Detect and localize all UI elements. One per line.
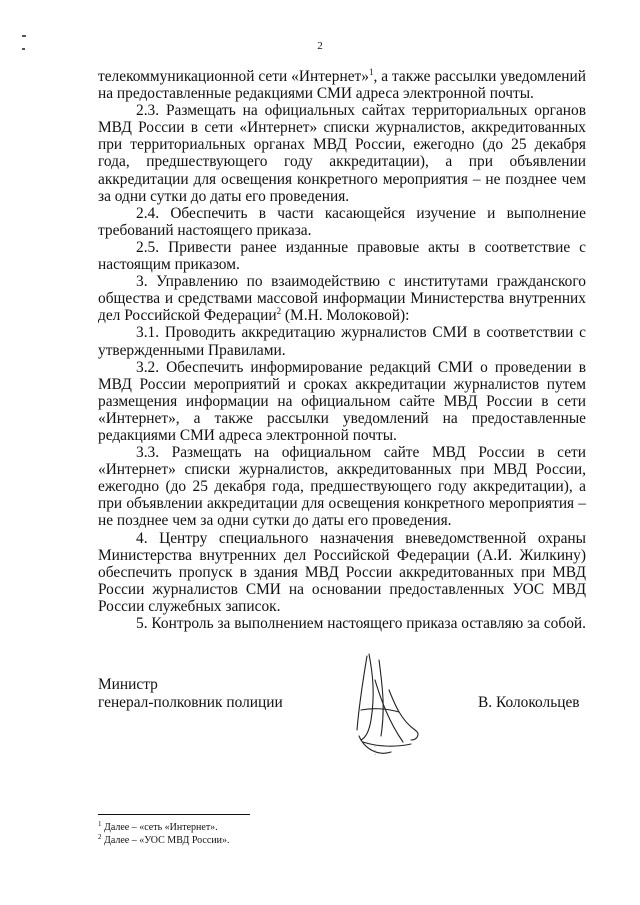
footnote-divider — [98, 814, 250, 815]
page-number: 2 — [317, 40, 323, 52]
scan-mark — [22, 35, 26, 37]
paragraph: 3.2. Обеспечить информирование редакций СМИ о проведении в МВД России мероприятий и сроках аккредитации журналистов путем размещения информации на официальном сайте МВД России в сети «Интернет», а также рассылки уведомлений на предоставленные редакциями СМИ адреса электронной почты. — [98, 358, 586, 444]
footnote-ref: 2 — [276, 306, 282, 317]
footnote: $^1$ Далее – «сеть «Интернет». — [98, 820, 218, 833]
paragraph: 3.3. Размещать на официальном сайте МВД России в сети «Интернет» списки журналистов, аккредитованных при МВД России, ежегодно (до 25 декабря года, предшествующего году аккредитации), а при объявлении аккредитации для освещения конкретного мероприятия – не позднее чем за одни сутки до даты его проведения. — [98, 444, 586, 530]
paragraph: 2.4. Обеспечить в части касающейся изучение и выполнение требований настоящего приказа. — [98, 204, 586, 239]
paragraph: телекоммуникационной сети «Интернет»$^1$, а также рассылки уведомлений на предоставленные редакциями СМИ адреса электронной почты. — [98, 67, 586, 103]
paragraph: 4. Центру специального назначения вневедомственной охраны Министерства внутренних дел Российской Федерации (А.И. Жилкину) обеспечить пропуск в здания МВД России аккредитованных при МВД России журналистов СМИ на основании предоставленных УОС МВД России служебных записок. — [98, 529, 586, 615]
paragraph: 2.5. Привести ранее изданные правовые акты в соответствие с настоящим приказом. — [98, 238, 586, 274]
paragraph: 2.3. Размещать на официальных сайтах территориальных органов МВД России в сети «Интернет» списки журналистов, аккредитованных при территориальных органах МВД России, ежегодно (до 25 декабря года, предшествующего году аккредитации), а при объявлении аккредитации для освещения конкретного мероприятия – не позднее чем за одни сутки до даты его проведения. — [98, 102, 586, 205]
footnotes — [98, 821, 229, 847]
paragraph: 5. Контроль за выполнением настоящего приказа оставляю за собой. — [136, 615, 586, 632]
signatory-title — [98, 676, 283, 712]
paragraph: 3. Управлению по взаимодействию с институтами гражданского общества и средствами массовой информации Министерства внутренних дел Российской Федерации$^2$ (М.Н. Молоковой): — [98, 273, 586, 325]
signatory-rank: генерал-полковник полиции — [98, 694, 283, 711]
footnote: $^2$ Далее – «УОС МВД России». — [98, 833, 230, 846]
paragraph: 3.1. Проводить аккредитацию журналистов СМИ в соответствии с утвержденными Правилами. — [98, 324, 586, 359]
footnote-ref: 1 — [368, 67, 374, 77]
signatory-name: В. Колокольцев — [478, 694, 580, 711]
handwritten-signature — [345, 650, 435, 760]
signatory-position: Министр — [98, 676, 158, 693]
document-body — [98, 68, 586, 632]
